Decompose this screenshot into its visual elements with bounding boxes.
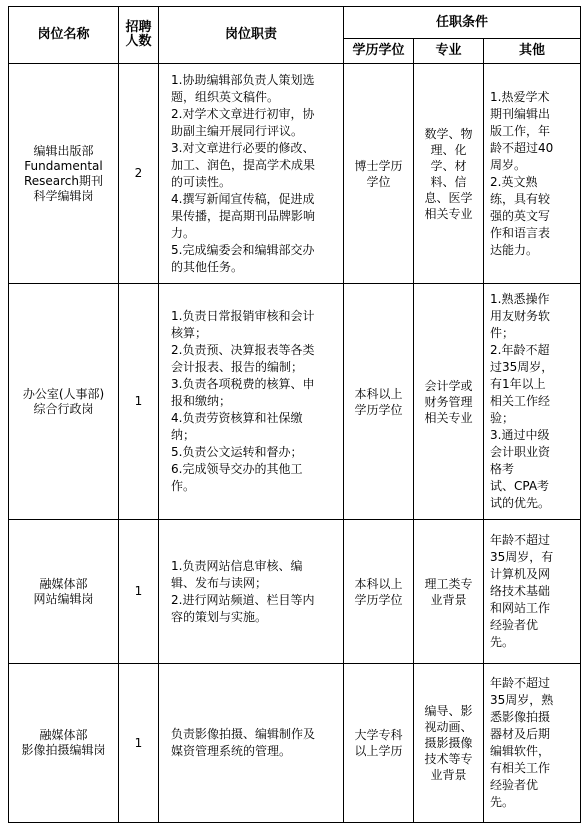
duty-line: 负责影像拍摄、编辑制作及 bbox=[171, 727, 316, 741]
major-cell bbox=[414, 520, 484, 664]
other-line: 练，具有较 bbox=[490, 191, 551, 206]
education-line: 本科以上 bbox=[354, 386, 403, 401]
other-line: 络技术基础 bbox=[490, 584, 551, 598]
other-line: 试的优先。 bbox=[490, 496, 551, 510]
major-line: 技术等专 bbox=[424, 752, 473, 766]
duty-line: 5.完成编委会和编辑部交办 bbox=[171, 242, 315, 257]
position-cell bbox=[9, 520, 119, 664]
major-line: 业背景 bbox=[430, 768, 467, 782]
other-line: 先。 bbox=[490, 635, 515, 649]
position-line: 网站编辑岗 bbox=[33, 591, 94, 606]
other-line: 3.通过中级 bbox=[490, 428, 550, 442]
duties-cell bbox=[159, 520, 344, 664]
other-line: 2.英文熟 bbox=[490, 174, 538, 189]
duties-cell bbox=[159, 284, 344, 520]
education-line: 本科以上 bbox=[354, 576, 403, 591]
education-line: 学历学位 bbox=[354, 402, 403, 417]
education-line: 大学专科 bbox=[354, 728, 403, 742]
header-requirements: 任职条件 bbox=[344, 7, 581, 39]
other-line: 35周岁，熟 bbox=[490, 693, 554, 707]
other-line: 用友财务软 bbox=[490, 309, 551, 323]
header-recruit-count bbox=[119, 7, 159, 64]
major-line: 会计学或 bbox=[424, 378, 473, 393]
job-table bbox=[8, 6, 581, 823]
duty-line: 1.协助编辑部负责人策划选 bbox=[171, 72, 315, 87]
major-cell bbox=[414, 284, 484, 520]
table-row bbox=[9, 664, 581, 823]
other-line: 有相关工作 bbox=[490, 761, 551, 775]
header-position-name: 岗位名称 bbox=[9, 7, 119, 64]
major-line: 相关专业 bbox=[424, 206, 473, 221]
education-cell bbox=[344, 64, 414, 284]
other-line: 试、CPA考 bbox=[490, 479, 550, 493]
other-line: 先。 bbox=[490, 795, 515, 809]
duty-line: 的其他任务。 bbox=[171, 259, 244, 274]
duty-line: 3.负责各项税费的核算、申 bbox=[171, 377, 315, 391]
table-row bbox=[9, 284, 581, 520]
other-line: 和网站工作 bbox=[490, 601, 551, 615]
duty-line: 核算； bbox=[171, 326, 208, 340]
other-line: 件； bbox=[490, 326, 515, 340]
duty-line: 2.进行网站频道、栏目等内 bbox=[171, 592, 315, 607]
major-line: 相关专业 bbox=[424, 410, 473, 425]
count-cell: 1 bbox=[119, 284, 159, 520]
header-duties: 岗位职责 bbox=[159, 7, 344, 64]
education-line: 学位 bbox=[366, 174, 391, 189]
position-line: 影像拍摄编辑岗 bbox=[21, 743, 106, 757]
other-line: 1.热爱学术 bbox=[490, 89, 550, 104]
duty-line: 2.负责预、决算报表等各类 bbox=[171, 343, 315, 357]
duty-line: 1.负责日常报销审核和会计 bbox=[171, 309, 315, 323]
header-recruit-count-line1: 招聘 bbox=[125, 20, 152, 35]
other-line: 有1年以上 bbox=[490, 377, 546, 391]
major-line: 学、材 bbox=[430, 158, 467, 173]
major-line: 理工类专 bbox=[424, 576, 473, 591]
table-row bbox=[9, 64, 581, 284]
duty-line: 5.负责公文运转和督办； bbox=[171, 445, 303, 459]
other-cell bbox=[484, 520, 581, 664]
other-line: 过35周岁， bbox=[490, 360, 554, 374]
major-cell bbox=[414, 664, 484, 823]
duty-line: 力。 bbox=[171, 225, 196, 240]
other-line: 编辑软件， bbox=[490, 744, 551, 758]
other-line: 2.年龄不超 bbox=[490, 343, 550, 357]
position-line: 科学编辑岗 bbox=[33, 188, 94, 203]
other-line: 35周岁，有 bbox=[490, 550, 554, 564]
header-education: 学历学位 bbox=[344, 39, 414, 64]
other-cell bbox=[484, 664, 581, 823]
education-line: 博士学历 bbox=[354, 158, 403, 173]
position-line: 编辑出版部 bbox=[33, 143, 94, 158]
other-line: 悉影像拍摄 bbox=[490, 710, 551, 724]
header-major: 专业 bbox=[414, 39, 484, 64]
duty-line: 纳； bbox=[171, 428, 196, 442]
count-cell: 1 bbox=[119, 664, 159, 823]
duty-line: 3.对文章进行必要的修改、 bbox=[171, 140, 315, 155]
education-line: 以上学历 bbox=[354, 744, 403, 758]
position-line: Research期刊 bbox=[23, 173, 104, 188]
other-line: 验； bbox=[490, 411, 515, 425]
major-cell bbox=[414, 64, 484, 284]
other-line: 格考 bbox=[490, 462, 515, 476]
other-line: 作和语言表 bbox=[490, 225, 551, 240]
position-line: 融媒体部 bbox=[39, 728, 88, 742]
other-line: 会计职业资 bbox=[490, 445, 551, 459]
other-line: 期刊编辑出 bbox=[490, 106, 551, 121]
position-cell bbox=[9, 284, 119, 520]
major-line: 编导、影 bbox=[424, 704, 473, 718]
major-line: 息、医学 bbox=[424, 190, 473, 205]
other-line: 器材及后期 bbox=[490, 727, 551, 741]
education-line: 学历学位 bbox=[354, 592, 403, 607]
duty-line: 助副主编开展同行评议。 bbox=[171, 123, 304, 138]
position-line: 办公室(人事部) bbox=[22, 386, 105, 401]
duty-line: 4.撰写新闻宣传稿，促进成 bbox=[171, 191, 315, 206]
major-line: 理、化 bbox=[430, 142, 467, 157]
other-line: 年龄不超过 bbox=[490, 533, 551, 547]
table-row bbox=[9, 520, 581, 664]
other-cell bbox=[484, 64, 581, 284]
education-cell bbox=[344, 284, 414, 520]
other-line: 达能力。 bbox=[490, 242, 539, 257]
duty-line: 果传播，提高期刊品牌影响 bbox=[171, 208, 316, 223]
major-line: 料、信 bbox=[430, 174, 467, 189]
duties-cell bbox=[159, 664, 344, 823]
other-line: 强的英文写 bbox=[490, 208, 551, 223]
other-line: 1.熟悉操作 bbox=[490, 292, 550, 306]
header-recruit-count-line2: 人数 bbox=[125, 34, 152, 49]
other-line: 经验者优 bbox=[490, 778, 539, 792]
count-cell: 2 bbox=[119, 64, 159, 284]
duty-line: 辑、发布与读网； bbox=[171, 575, 268, 590]
position-line: 综合行政岗 bbox=[33, 401, 94, 416]
position-cell bbox=[9, 664, 119, 823]
education-cell bbox=[344, 664, 414, 823]
other-line: 计算机及网 bbox=[490, 567, 551, 581]
duty-line: 媒资管理系统的管理。 bbox=[171, 744, 292, 758]
count-cell: 1 bbox=[119, 520, 159, 664]
duty-line: 会计报表、报告的编制； bbox=[171, 360, 304, 374]
major-line: 财务管理 bbox=[424, 394, 473, 409]
duty-line: 报和缴纳； bbox=[171, 394, 232, 408]
major-line: 摄影摄像 bbox=[424, 736, 473, 750]
education-cell bbox=[344, 520, 414, 664]
duty-line: 4.负责劳资核算和社保缴 bbox=[171, 411, 303, 425]
other-line: 经验者优 bbox=[490, 618, 539, 632]
duties-cell bbox=[159, 64, 344, 284]
other-line: 年龄不超过 bbox=[490, 676, 551, 690]
other-line: 周岁。 bbox=[490, 157, 527, 172]
position-line: 融媒体部 bbox=[39, 576, 88, 591]
duty-line: 1.负责网站信息审核、编 bbox=[171, 558, 303, 573]
duty-line: 2.对学术文章进行初审，协 bbox=[171, 106, 315, 121]
other-line: 相关工作经 bbox=[490, 394, 551, 408]
duty-line: 加工、润色，提高学术成果 bbox=[171, 157, 316, 172]
major-line: 业背景 bbox=[430, 592, 467, 607]
other-line: 龄不超过40 bbox=[490, 140, 554, 155]
header-other: 其他 bbox=[484, 39, 581, 64]
duty-line: 6.完成领导交办的其他工 bbox=[171, 462, 303, 476]
other-line: 版工作，年 bbox=[490, 123, 551, 138]
duty-line: 题，组织英文稿件。 bbox=[171, 89, 280, 104]
position-cell bbox=[9, 64, 119, 284]
duty-line: 作。 bbox=[171, 479, 196, 493]
duty-line: 容的策划与实施。 bbox=[171, 609, 268, 624]
other-cell bbox=[484, 284, 581, 520]
position-line: Fundamental bbox=[24, 158, 103, 173]
major-line: 数学、物 bbox=[424, 126, 473, 141]
major-line: 视动画、 bbox=[424, 720, 473, 734]
duty-line: 的可读性。 bbox=[171, 174, 232, 189]
